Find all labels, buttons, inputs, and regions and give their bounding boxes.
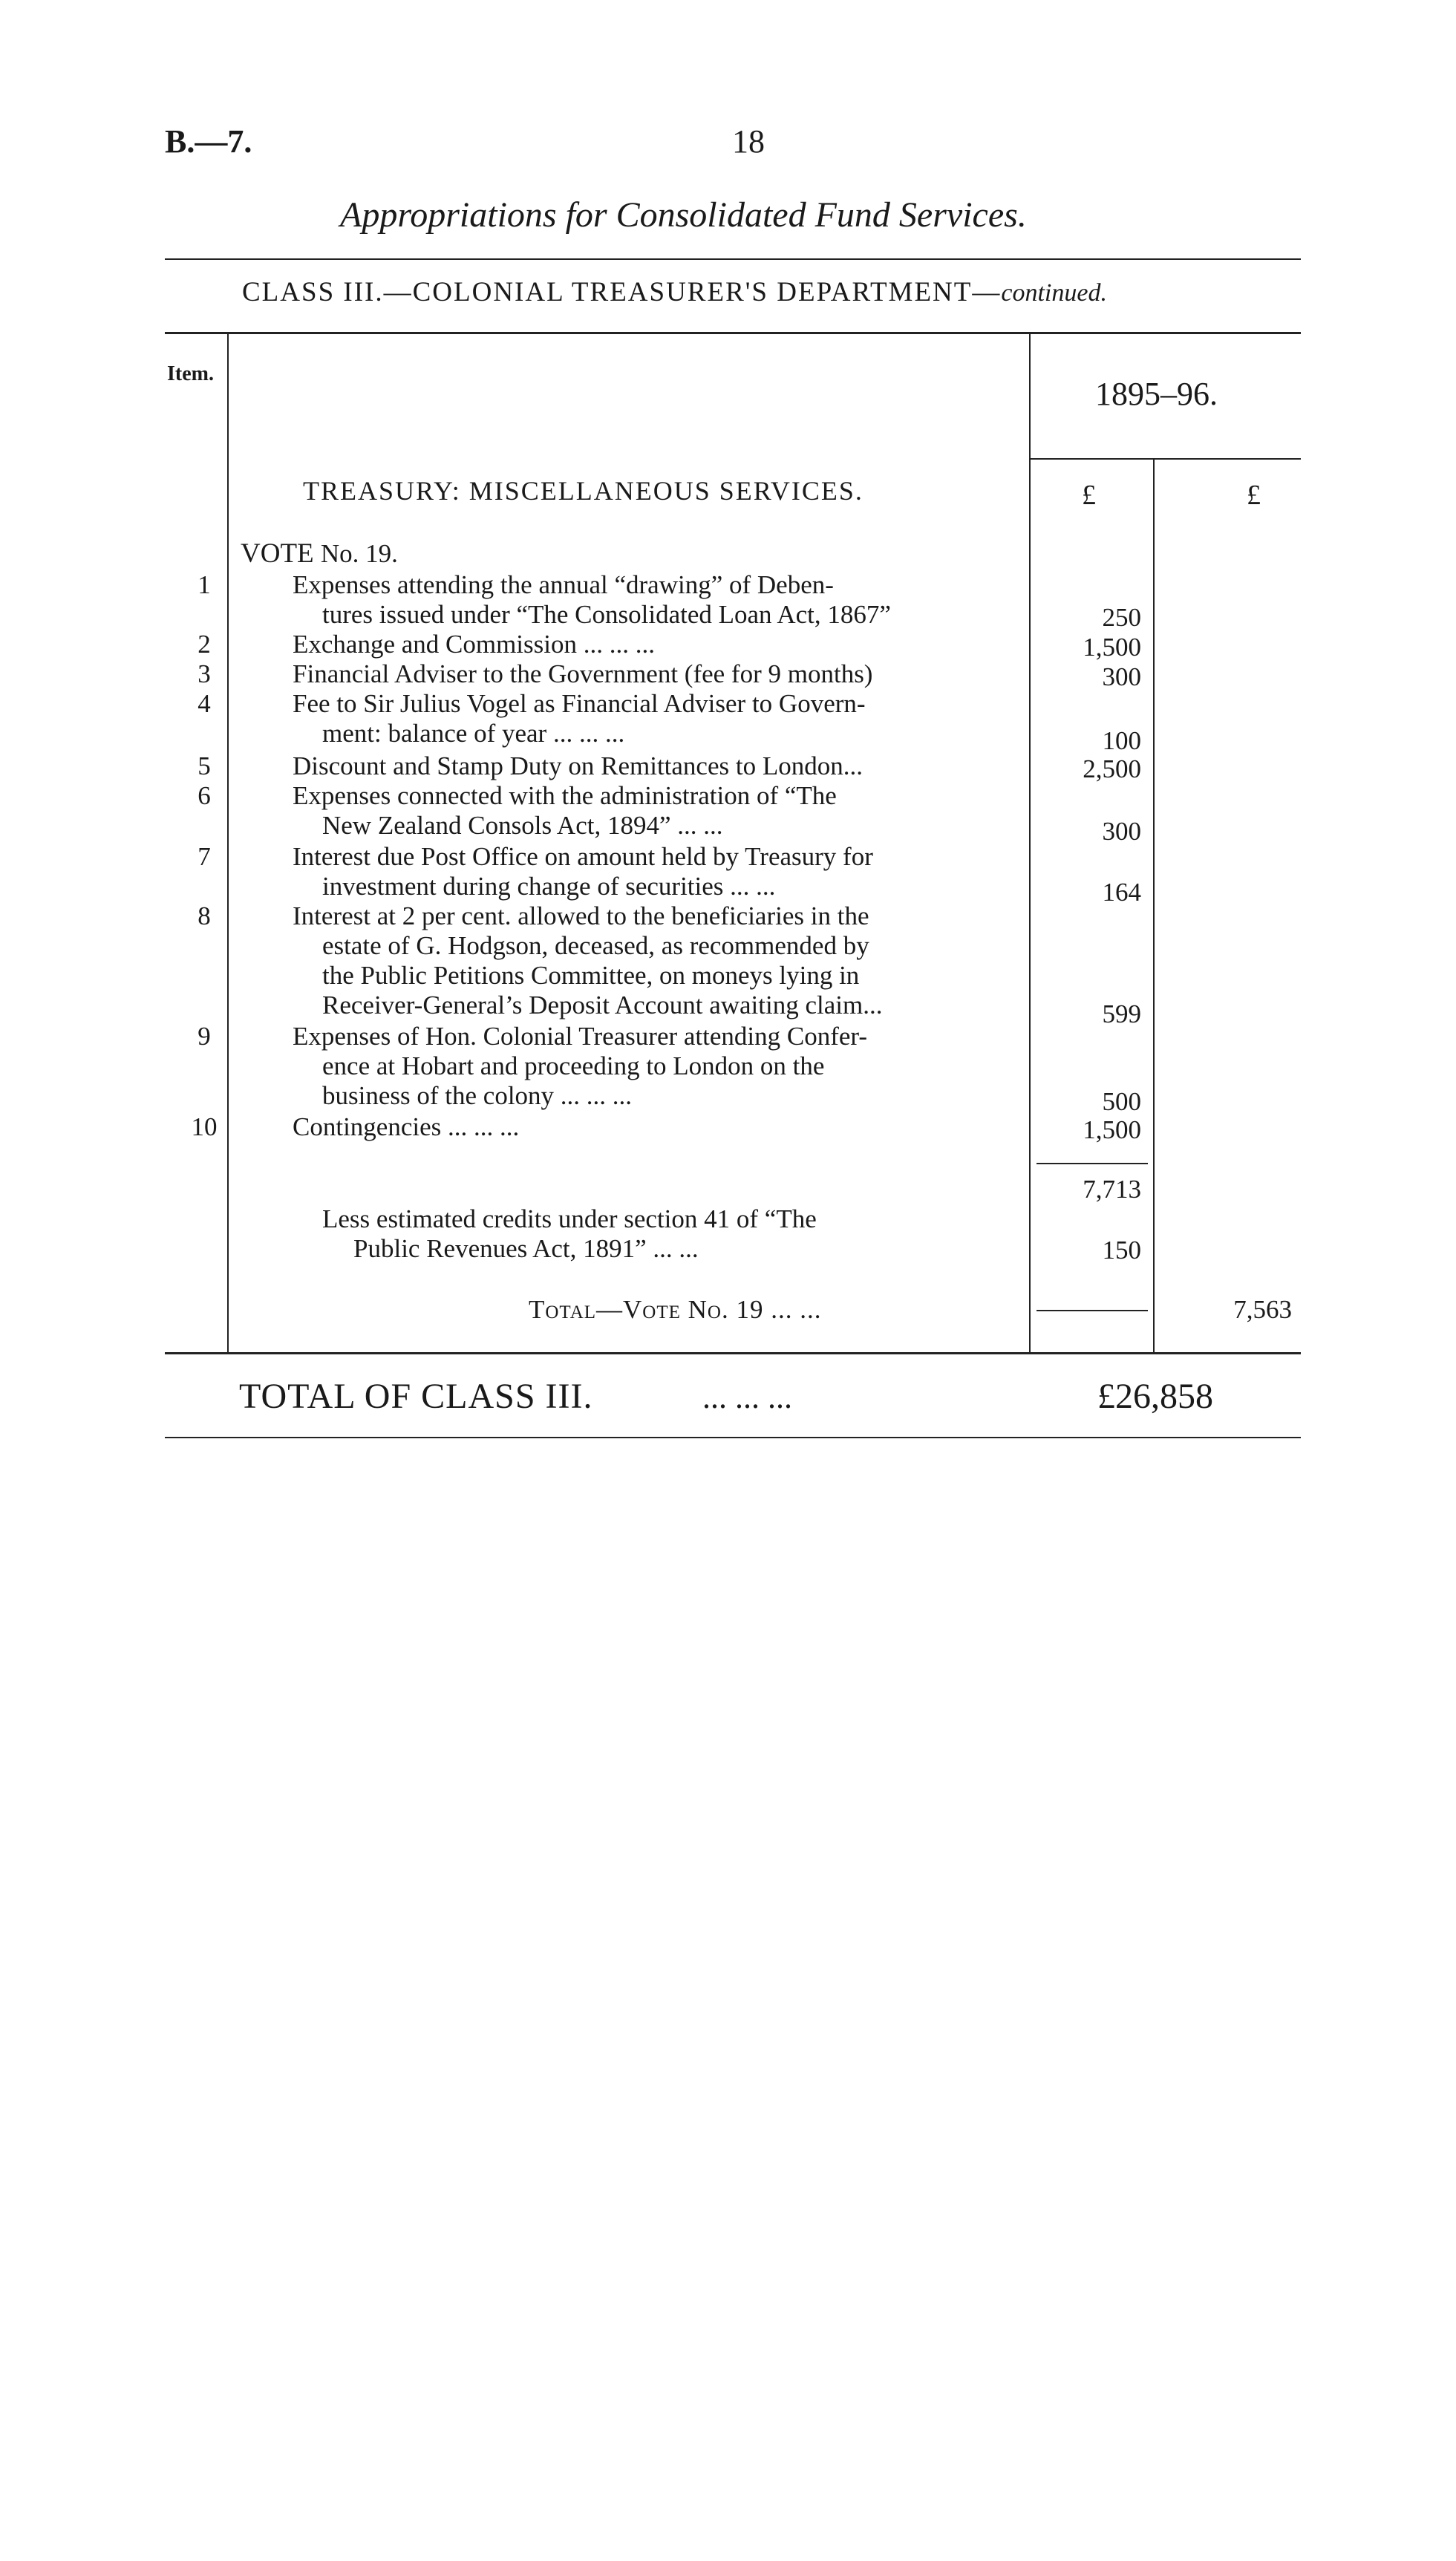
item-number: 6: [197, 781, 211, 810]
item-amount: 1,500: [1083, 633, 1141, 662]
item-number: 10: [191, 1112, 218, 1141]
item-text: Discount and Stamp Duty on Remittances to London...: [293, 751, 863, 780]
page-title: Appropriations for Consolidated Fund Services.: [340, 195, 1027, 235]
item-text: tures issued under “The Consolidated Loan Act, 1867”: [322, 600, 891, 629]
subtotal-amount: 7,713: [1083, 1175, 1141, 1204]
class-total-label: TOTAL OF CLASS III.: [239, 1377, 593, 1416]
class-heading-continued: continued.: [1001, 279, 1107, 307]
document-reference: B.—7.: [165, 123, 252, 160]
item-amount: 1,500: [1083, 1115, 1141, 1144]
page-number: 18: [732, 123, 765, 160]
vote-number: No. 19.: [320, 539, 398, 568]
item-text: Receiver-General’s Deposit Account awaiting claim...: [322, 991, 883, 1019]
item-text: investment during change of securities ... ...: [322, 872, 776, 901]
item-number: 7: [197, 842, 211, 871]
class-total-dots: ... ... ...: [702, 1379, 792, 1415]
class-heading: [242, 276, 1107, 308]
item-amount: 250: [1102, 603, 1141, 632]
item-text: estate of G. Hodgson, deceased, as recommended by: [322, 931, 869, 960]
vote-label: VOTE: [241, 538, 314, 569]
item-text: Financial Adviser to the Government (fee for 9 months): [293, 659, 873, 688]
item-number: 5: [197, 751, 211, 780]
amount-column-rule-mid: [1153, 459, 1155, 1352]
item-text: Expenses of Hon. Colonial Treasurer attending Confer-: [293, 1022, 868, 1051]
less-credits-amount: 150: [1102, 1236, 1141, 1265]
item-text: Contingencies ... ... ...: [293, 1112, 520, 1141]
item-number: 1: [197, 570, 211, 599]
item-amount: 300: [1102, 662, 1141, 691]
item-number: 8: [197, 901, 211, 930]
item-column-header: Item.: [167, 362, 214, 385]
item-number: 2: [197, 630, 211, 659]
item-amount: 599: [1102, 999, 1141, 1028]
class-heading-main: CLASS III.—COLONIAL TREASURER'S DEPARTMENT—: [242, 277, 1002, 307]
item-text: Expenses attending the annual “drawing” of Deben-: [293, 570, 834, 599]
less-credits-text: Less estimated credits under section 41 of “The: [322, 1204, 817, 1233]
item-text: Interest at 2 per cent. allowed to the beneficiaries in the: [293, 901, 869, 930]
section-title: TREASURY: MISCELLANEOUS SERVICES.: [303, 476, 864, 506]
currency-col1: £: [1082, 480, 1096, 511]
item-text: New Zealand Consols Act, 1894” ... ...: [322, 811, 723, 840]
item-amount: 500: [1102, 1087, 1141, 1116]
year-header: 1895–96.: [1095, 376, 1218, 412]
class-total-amount: £26,858: [1097, 1377, 1213, 1416]
item-text: business of the colony ... ... ...: [322, 1081, 633, 1110]
item-amount: 2,500: [1083, 754, 1141, 783]
item-text: Interest due Post Office on amount held by Treasury for: [293, 842, 873, 871]
currency-col2: £: [1247, 480, 1261, 511]
item-text: the Public Petitions Committee, on moneys lying in: [322, 961, 860, 990]
table-bottom-rule: [165, 1352, 1301, 1354]
vote-total-amount: 7,563: [1233, 1295, 1292, 1324]
year-under-rule: [1029, 458, 1301, 460]
item-amount: 300: [1102, 817, 1141, 846]
item-amount: 164: [1102, 878, 1141, 907]
final-rule: [165, 1437, 1301, 1438]
table-top-rule: [165, 332, 1301, 334]
item-number: 4: [197, 689, 211, 718]
item-number: 9: [197, 1022, 211, 1051]
item-text: Expenses connected with the administration of “The: [293, 781, 837, 810]
item-text: ment: balance of year ... ... ...: [322, 719, 625, 748]
item-amount: 100: [1102, 726, 1141, 755]
item-text: ence at Hobart and proceeding to London on the: [322, 1051, 825, 1080]
subtotal-rule: [1036, 1163, 1148, 1164]
item-text: Fee to Sir Julius Vogel as Financial Adviser to Govern-: [293, 689, 866, 718]
vote-heading: [241, 538, 398, 570]
item-number: 3: [197, 659, 211, 688]
item-text: Exchange and Commission ... ... ...: [293, 630, 656, 659]
less-credits-text: Public Revenues Act, 1891” ... ...: [353, 1234, 699, 1263]
vote-total-label: Total—Vote No. 19 ... ...: [529, 1295, 822, 1324]
title-rule: [165, 258, 1301, 260]
